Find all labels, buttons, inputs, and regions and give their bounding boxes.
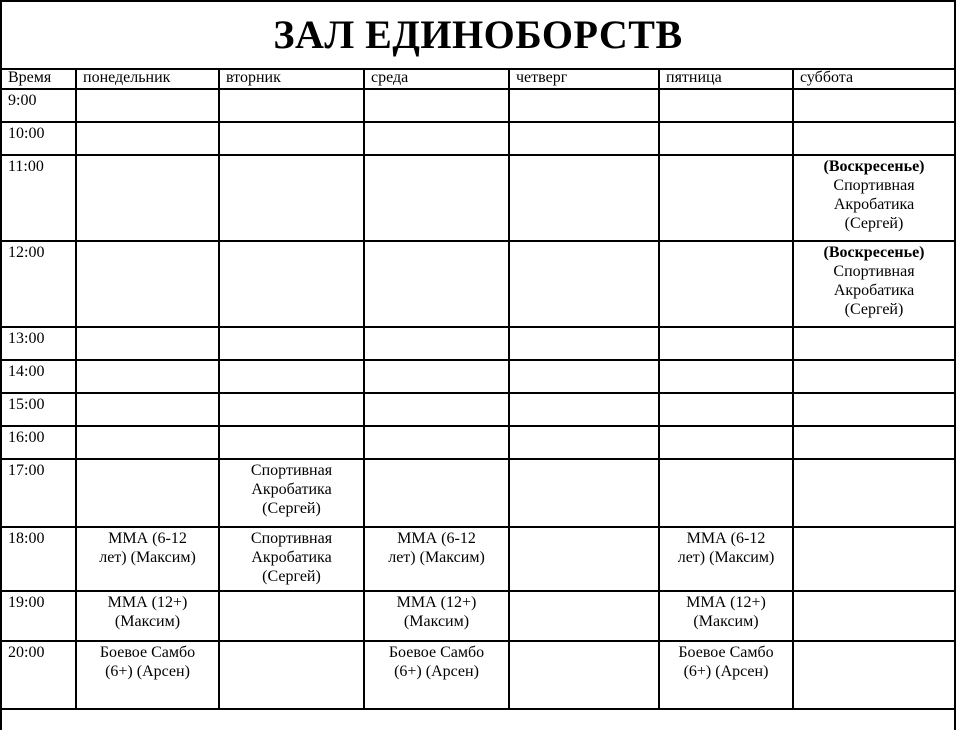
time-cell: 9:00 xyxy=(2,89,76,122)
schedule-cell xyxy=(364,641,509,709)
class-entry: ММА (6-12 лет) (Максим) xyxy=(388,530,485,566)
schedule-cell xyxy=(793,459,954,527)
schedule-cell xyxy=(509,89,659,122)
schedule-cell xyxy=(219,459,364,527)
schedule-cell xyxy=(793,155,954,241)
schedule-cell xyxy=(509,426,659,459)
schedule-cell xyxy=(659,591,793,641)
schedule-cell xyxy=(364,241,509,327)
schedule-cell xyxy=(793,393,954,426)
schedule-table xyxy=(2,68,954,710)
column-header-time: Время xyxy=(2,68,76,89)
schedule-cell xyxy=(793,241,954,327)
schedule-cell xyxy=(509,360,659,393)
schedule-cell xyxy=(659,527,793,591)
time-cell: 18:00 xyxy=(2,527,76,591)
table-row xyxy=(2,591,954,641)
table-row xyxy=(2,360,954,393)
schedule-cell xyxy=(659,393,793,426)
schedule-cell xyxy=(659,89,793,122)
schedule-cell xyxy=(219,241,364,327)
schedule-cell xyxy=(509,327,659,360)
schedule-cell xyxy=(659,459,793,527)
column-header-day: вторник xyxy=(219,68,364,89)
class-entry: Боевое Самбо (6+) (Арсен) xyxy=(678,644,774,680)
class-entry: Боевое Самбо (6+) (Арсен) xyxy=(388,644,485,680)
schedule-cell xyxy=(76,641,219,709)
table-row xyxy=(2,393,954,426)
schedule-cell xyxy=(509,155,659,241)
schedule-cell xyxy=(76,591,219,641)
schedule-cell xyxy=(793,327,954,360)
time-cell: 17:00 xyxy=(2,459,76,527)
column-header-day: понедельник xyxy=(76,68,219,89)
schedule-cell xyxy=(76,155,219,241)
schedule-cell xyxy=(509,122,659,155)
schedule-cell xyxy=(659,241,793,327)
schedule-cell xyxy=(793,591,954,641)
class-entry: ММА (6-12 лет) (Максим) xyxy=(99,530,196,566)
schedule-cell xyxy=(219,641,364,709)
schedule-cell xyxy=(793,527,954,591)
schedule-cell xyxy=(76,426,219,459)
schedule-cell xyxy=(509,241,659,327)
time-cell: 16:00 xyxy=(2,426,76,459)
table-row xyxy=(2,155,954,241)
schedule-cell xyxy=(364,591,509,641)
schedule-cell xyxy=(659,360,793,393)
schedule-cell xyxy=(364,459,509,527)
class-entry: ММА (12+) (Максим) xyxy=(686,594,766,630)
schedule-cell xyxy=(76,527,219,591)
schedule-cell xyxy=(76,89,219,122)
class-entry: Боевое Самбо (6+) (Арсен) xyxy=(99,644,196,680)
schedule-cell xyxy=(364,122,509,155)
column-header-day: пятница xyxy=(659,68,793,89)
column-header-day: среда xyxy=(364,68,509,89)
schedule-cell xyxy=(219,591,364,641)
table-row xyxy=(2,241,954,327)
schedule-cell xyxy=(219,327,364,360)
schedule-cell xyxy=(659,122,793,155)
schedule-cell xyxy=(364,393,509,426)
day-note: (Воскресенье) xyxy=(823,244,925,261)
time-cell: 19:00 xyxy=(2,591,76,641)
page-title: ЗАЛ ЕДИНОБОРСТВ xyxy=(2,2,954,70)
class-entry: ММА (12+) (Максим) xyxy=(396,594,477,630)
schedule-cell xyxy=(364,327,509,360)
header-row xyxy=(2,68,954,89)
time-cell: 15:00 xyxy=(2,393,76,426)
table-row xyxy=(2,426,954,459)
schedule-cell xyxy=(219,527,364,591)
schedule-cell xyxy=(659,641,793,709)
table-row xyxy=(2,327,954,360)
class-entry: Спортивная Акробатика (Сергей) xyxy=(250,462,333,517)
schedule-cell xyxy=(219,426,364,459)
schedule-cell xyxy=(793,426,954,459)
schedule-cell xyxy=(76,459,219,527)
schedule-cell xyxy=(219,89,364,122)
schedule-cell xyxy=(219,360,364,393)
schedule-cell xyxy=(509,641,659,709)
class-entry: Спортивная Акробатика (Сергей) xyxy=(250,530,333,585)
class-entry: Спортивная Акробатика (Сергей) xyxy=(833,177,915,232)
time-cell: 20:00 xyxy=(2,641,76,709)
schedule-cell xyxy=(793,641,954,709)
schedule-cell xyxy=(793,89,954,122)
schedule-cell xyxy=(219,122,364,155)
schedule-cell xyxy=(76,327,219,360)
schedule-cell xyxy=(76,393,219,426)
schedule-cell xyxy=(364,360,509,393)
schedule-cell xyxy=(509,393,659,426)
class-entry: Спортивная Акробатика (Сергей) xyxy=(833,263,915,318)
table-row xyxy=(2,527,954,591)
day-note: (Воскресенье) xyxy=(823,158,925,175)
schedule-cell xyxy=(659,426,793,459)
table-row xyxy=(2,641,954,709)
schedule-cell xyxy=(76,241,219,327)
time-cell: 13:00 xyxy=(2,327,76,360)
schedule-cell xyxy=(219,393,364,426)
schedule-cell xyxy=(219,155,364,241)
schedule-cell xyxy=(364,426,509,459)
table-row xyxy=(2,89,954,122)
schedule-cell xyxy=(793,122,954,155)
schedule-cell xyxy=(364,527,509,591)
schedule-cell xyxy=(509,459,659,527)
time-cell: 14:00 xyxy=(2,360,76,393)
class-entry: ММА (6-12 лет) (Максим) xyxy=(677,530,775,566)
time-cell: 11:00 xyxy=(2,155,76,241)
schedule-cell xyxy=(659,327,793,360)
schedule-body xyxy=(2,89,954,709)
schedule-cell xyxy=(76,122,219,155)
schedule-cell xyxy=(364,89,509,122)
table-row xyxy=(2,459,954,527)
schedule-cell xyxy=(76,360,219,393)
column-header-day: четверг xyxy=(509,68,659,89)
time-cell: 10:00 xyxy=(2,122,76,155)
table-row xyxy=(2,122,954,155)
schedule-cell xyxy=(509,591,659,641)
column-header-day: суббота xyxy=(793,68,954,89)
time-cell: 12:00 xyxy=(2,241,76,327)
schedule-cell xyxy=(793,360,954,393)
schedule-cell xyxy=(509,527,659,591)
schedule-cell xyxy=(659,155,793,241)
class-entry: ММА (12+) (Максим) xyxy=(107,594,188,630)
schedule-cell xyxy=(364,155,509,241)
